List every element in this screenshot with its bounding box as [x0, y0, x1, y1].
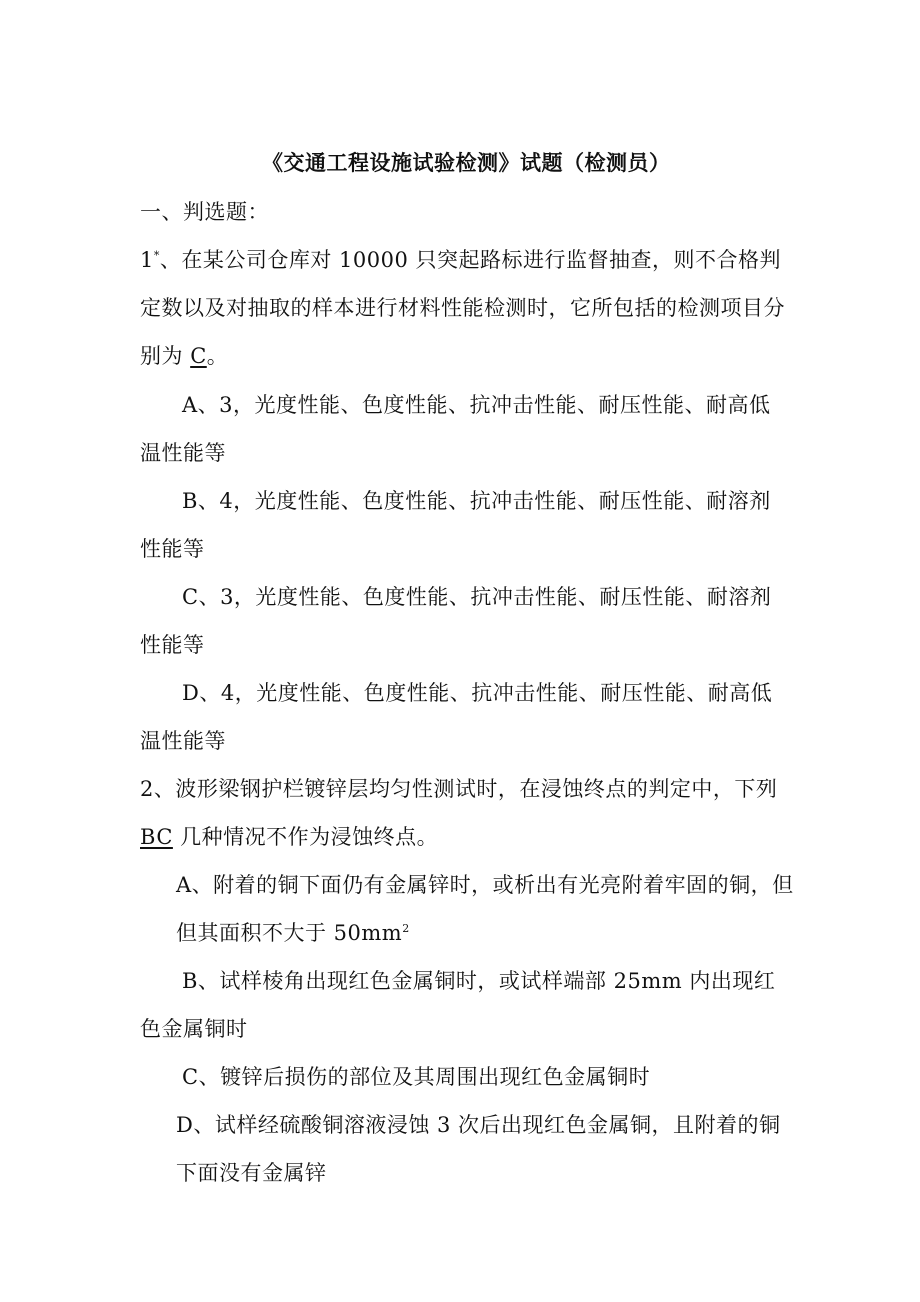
q2-answer: BC: [140, 825, 173, 849]
q2-option-a-line-1: A、附着的铜下面仍有金属锌时，或析出有光亮附着牢固的铜，但: [176, 873, 794, 897]
q1-option-a-line-2: 温性能等: [140, 441, 226, 465]
q1-line-1: [140, 245, 781, 275]
q1-option-d-line-1: D、4，光度性能、色度性能、抗冲击性能、耐压性能、耐高低: [182, 681, 773, 705]
q2-text-2: 几种情况不作为浸蚀终点。: [172, 825, 439, 849]
q1-option-b-line-2: 性能等: [140, 537, 205, 561]
q2-option-d-line-2: 下面没有金属锌: [176, 1161, 327, 1185]
q2-line-1: 2、波形梁钢护栏镀锌层均匀性测试时，在浸蚀终点的判定中，下列: [140, 777, 778, 801]
q1-number: 1: [140, 248, 154, 272]
q2-option-c-line-1: C、镀锌后损伤的部位及其周围出现红色金属铜时: [182, 1065, 651, 1089]
q2-option-a-superscript: 2: [402, 922, 410, 935]
q1-option-a-line-1: A、3，光度性能、色度性能、抗冲击性能、耐压性能、耐高低: [182, 393, 771, 417]
q1-number-mark: *: [153, 249, 160, 262]
document-title: 《交通工程设施试验检测》试题（检测员）: [262, 150, 671, 175]
q2-option-a-line-2: [176, 918, 410, 948]
section-heading: 一、判选题：: [140, 200, 269, 224]
q1-line-2: 定数以及对抽取的样本进行材料性能检测时，它所包括的检测项目分: [140, 296, 785, 320]
q1-option-c-line-2: 性能等: [140, 633, 205, 657]
q1-text-1: 、在某公司仓库对 10000 只突起路标进行监督抽查，则不合格判: [159, 248, 782, 272]
q1-answer: C: [190, 344, 207, 368]
q1-option-b-line-1: B、4，光度性能、色度性能、抗冲击性能、耐压性能、耐溶剂: [182, 489, 771, 513]
q1-option-d-line-2: 温性能等: [140, 729, 226, 753]
q2-option-d-line-1: D、试样经硫酸铜溶液浸蚀 3 次后出现红色金属铜，且附着的铜: [176, 1113, 781, 1137]
q2-option-b-line-2: 色金属铜时: [140, 1017, 248, 1041]
q1-line-3: [140, 341, 228, 371]
q1-text-3-end: 。: [206, 344, 229, 368]
q1-text-3: 别为: [140, 344, 191, 368]
q2-line-2: [140, 822, 438, 852]
q2-option-b-line-1: B、试样棱角出现红色金属铜时，或试样端部 25mm 内出现红: [182, 969, 776, 993]
q1-option-c-line-1: C、3，光度性能、色度性能、抗冲击性能、耐压性能、耐溶剂: [182, 585, 772, 609]
q2-option-a-text-2: 但其面积不大于 50mm: [176, 921, 403, 945]
